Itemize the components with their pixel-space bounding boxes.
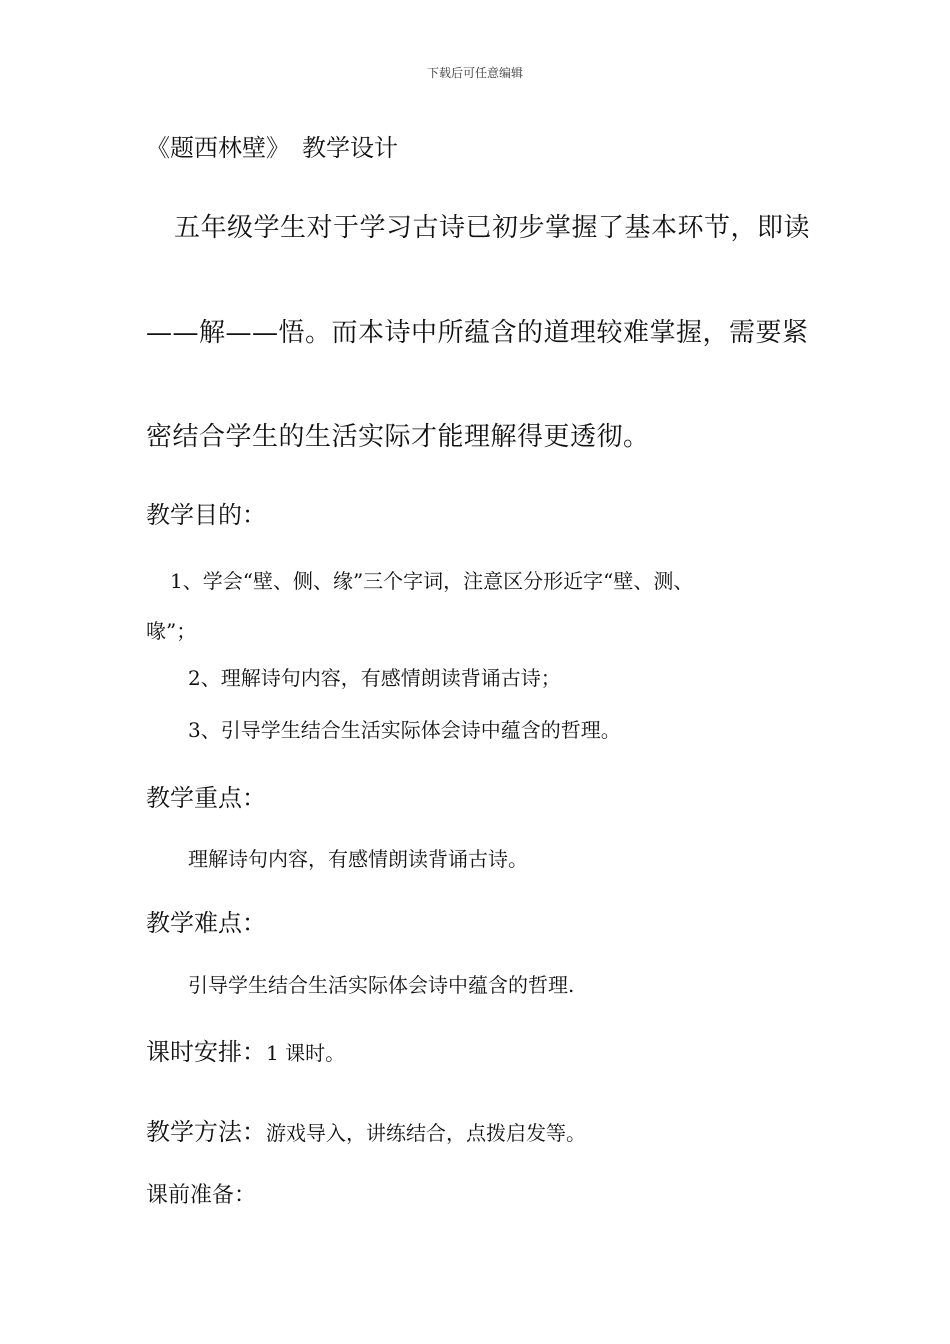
goal-item-1: 1、学会“壁、侧、缘”三个字词，注意区分形近字“壁、测、 [170,569,694,593]
schedule-value: 1 课时。 [266,1041,346,1065]
method-label: 教学方法： [146,1118,266,1146]
key-points-text: 理解诗句内容，有感情朗读背诵古诗。 [188,847,528,871]
preparation-heading: 课前准备： [146,1183,257,1208]
method-value: 游戏导入，讲练结合，点拨启发等。 [266,1121,586,1145]
goal-item-2: 2、理解诗句内容，有感情朗读背诵古诗； [188,666,561,690]
method-line [146,1120,586,1144]
intro-line-2: ——解——悟。而本诗中所蕴含的道理较难掌握，需要紧 [146,318,809,348]
schedule-line [146,1040,345,1064]
page-header: 下载后可任意编辑 [426,66,523,80]
goal-item-1-continued: 喙”； [146,619,197,643]
intro-line-3: 密结合学生的生活实际才能理解得更透彻。 [146,422,650,452]
key-points-heading: 教学重点： [146,784,266,812]
difficulties-text: 引导学生结合生活实际体会诗中蕴含的哲理. [188,973,575,997]
difficulties-heading: 教学难点： [146,909,266,937]
goal-item-3: 3、引导学生结合生活实际体会诗中蕴含的哲理。 [188,718,621,742]
schedule-label: 课时安排： [146,1038,266,1066]
intro-line-1: 五年级学生对于学习古诗已初步掌握了基本环节，即读 [174,213,811,243]
document-title: 《题西林壁》 教学设计 [146,134,398,162]
goals-heading: 教学目的： [146,501,266,529]
